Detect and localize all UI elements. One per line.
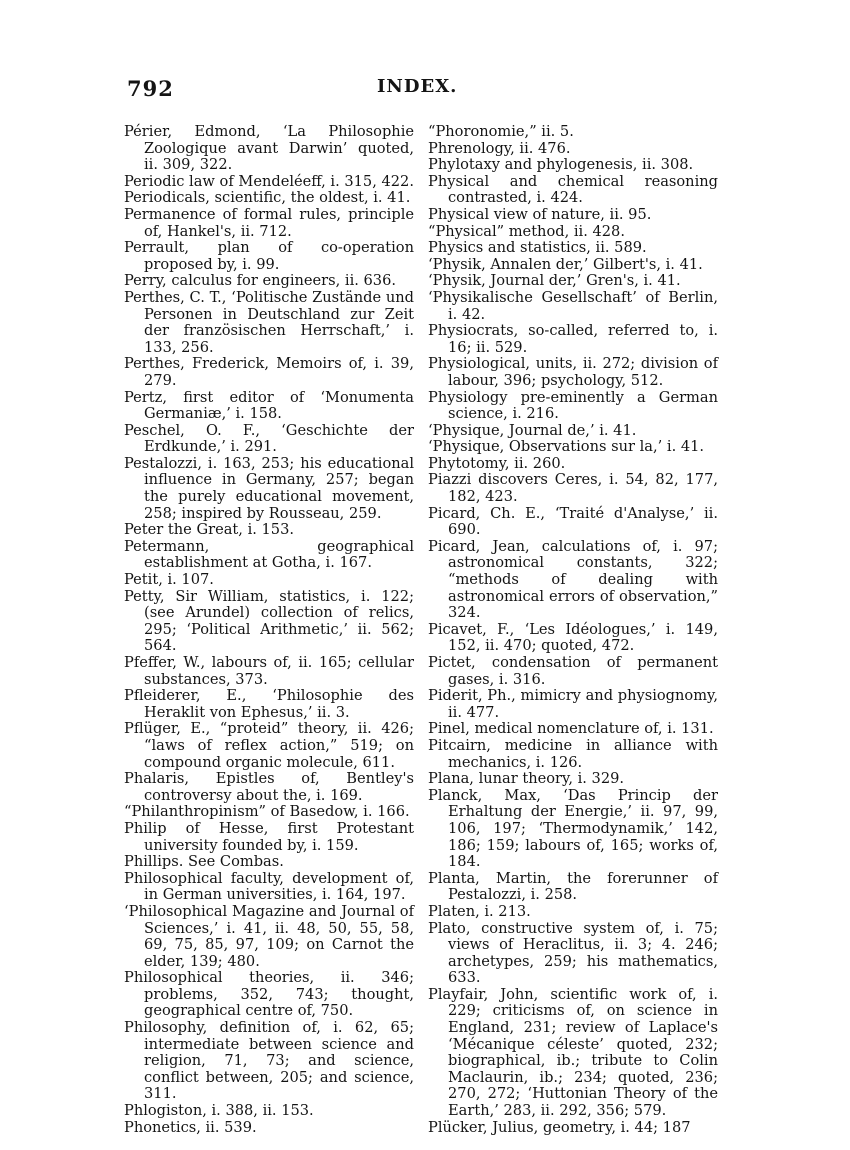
index-entry: Pfeffer, W., labours of, ii. 165; cellular substances, 373.	[124, 654, 414, 688]
index-entry: Physiological, units, ii. 272; division of labour, 396; psychology, 512.	[428, 355, 718, 389]
index-entry: Pinel, medical nomenclature of, i. 131.	[428, 720, 714, 738]
index-entry: Permanence of formal rules, principle of, Hankel's, ii. 712.	[124, 205, 414, 240]
index-entry: Physiocrats, so-called, referred to, i. 16; ii. 529.	[428, 322, 718, 356]
index-entry: Perthes, Frederick, Memoirs of, i. 39, 279.	[124, 355, 414, 389]
index-column-left	[124, 124, 414, 1136]
page-number: 792	[127, 76, 174, 101]
index-entry: Petermann, geographical establishment at Gotha, i. 167.	[124, 537, 414, 572]
index-entry: Phylotaxy and phylogenesis, ii. 308.	[428, 156, 694, 174]
index-entry: Phytotomy, ii. 260.	[428, 454, 566, 472]
index-entry: Philosophical faculty, development of, in German universities, i. 164, 197.	[124, 869, 414, 904]
index-entry: ‘Physik, Annalen der,’ Gilbert's, i. 41.	[428, 255, 703, 273]
index-entry: Physical and chemical reasoning contrasted, i. 424.	[428, 172, 718, 207]
index-entry: Planck, Max, ‘Das Princip der Erhaltung der Energie,’ ii. 97, 99, 106, 197; ‘Thermodynamik,’ 142, 186; 159; labours of, 165; works of, 184.	[428, 786, 718, 871]
index-entry: Peter the Great, i. 153.	[124, 521, 295, 539]
index-entry: Pitcairn, medicine in alliance with mechanics, i. 126.	[428, 736, 718, 771]
index-entry: “Physical” method, ii. 428.	[428, 222, 625, 240]
index-entry: Petit, i. 107.	[124, 571, 214, 589]
index-entry: Piderit, Ph., mimicry and physiognomy, ii. 477.	[428, 687, 718, 721]
index-entry: Physical view of nature, ii. 95.	[428, 205, 652, 223]
index-entry: Perthes, C. T., ‘Politische Zustände und Personen in Deutschland zur Zeit der französischen Herrschaft,’ i. 133, 256.	[124, 288, 414, 356]
index-entry: Pertz, first editor of ‘Monumenta Germaniæ,’ i. 158.	[124, 388, 414, 423]
index-entry: Philosophy, definition of, i. 62, 65; intermediate between science and religion, 71, 73; and science, conflict between, 205; and science, 311.	[124, 1019, 414, 1103]
index-entry: Plana, lunar theory, i. 329.	[428, 770, 625, 788]
index-entry: Picard, Jean, calculations of, i. 97; astronomical constants, 322; “methods of dealing with astronomical errors of observation,” 324.	[428, 537, 718, 622]
index-column-right	[428, 124, 718, 1136]
index-entry: ‘Physique, Observations sur la,’ i. 41.	[428, 438, 705, 456]
index-entry: Periodic law of Mendeléeff, i. 315, 422.	[124, 172, 414, 190]
index-entry: Physiology pre-eminently a German science, i. 216.	[428, 388, 718, 423]
index-entry: Phalaris, Epistles of, Bentley's controversy about the, i. 169.	[124, 770, 414, 804]
index-entry: Physics and statistics, ii. 589.	[428, 239, 647, 257]
index-entry: ‘Physik, Journal der,’ Gren's, i. 41.	[428, 272, 681, 290]
index-entry: “Phoronomie,” ii. 5.	[428, 123, 574, 140]
index-entry: Pfleiderer, E., ‘Philosophie des Heraklit von Ephesus,’ ii. 3.	[124, 687, 414, 721]
index-entry: Perry, calculus for engineers, ii. 636.	[124, 272, 397, 290]
index-entry: Pictet, condensation of permanent gases, i. 316.	[428, 654, 718, 688]
index-entry: Picavet, F., ‘Les Idéologues,’ i. 149, 152, ii. 470; quoted, 472.	[428, 620, 718, 655]
index-entry: Piazzi discovers Ceres, i. 54, 82, 177, 182, 423.	[428, 471, 718, 506]
index-entry: Phrenology, ii. 476.	[428, 139, 571, 157]
index-entry: Plato, constructive system of, i. 75; views of Heraclitus, ii. 3; 4. 246; archetypes, 259; his mathematics, 633.	[428, 919, 718, 987]
index-entry: Pflüger, E., “proteid” theory, ii. 426; “laws of reflex action,” 519; on compound organic molecule, 611.	[124, 720, 414, 771]
index-entry: “Philanthropinism” of Basedow, i. 166.	[124, 803, 410, 821]
index-entry: Petty, Sir William, statistics, i. 122; (see Arundel) collection of relics, 295; ‘Political Arithmetic,’ ii. 562; 564.	[124, 587, 414, 655]
index-entry: ‘Philosophical Magazine and Journal of Sciences,’ i. 41, ii. 48, 50, 55, 58, 69, 75, 85, 97, 109; on Carnot the elder, 139; 480.	[124, 902, 414, 970]
index-entry: Playfair, John, scientific work of, i. 229; criticisms of, on science in England, 231; review of Laplace's ‘Mécanique céleste’ quoted, 232; biographical, ib.; tribute to Colin Maclaurin, ib.; 234; quoted, 236; 270, 272; ‘Huttonian Theory of the Earth,’ 283, ii. 292, 356; 579.	[428, 985, 718, 1120]
index-entry: Perrault, plan of co-operation proposed by, i. 99.	[124, 239, 414, 273]
index-entry: Peschel, O. F., ‘Geschichte der Erdkunde,’ i. 291.	[124, 421, 414, 456]
running-head: INDEX.	[377, 76, 458, 97]
index-entry: Periodicals, scientific, the oldest, i. 41.	[124, 189, 411, 207]
index-entry: Phlogiston, i. 388, ii. 153.	[124, 1102, 314, 1120]
index-entry: ‘Physique, Journal de,’ i. 41.	[428, 421, 637, 439]
index-entry: Philip of Hesse, first Protestant university founded by, i. 159.	[124, 819, 414, 854]
index-entry: Platen, i. 213.	[428, 902, 531, 920]
index-entry: Pestalozzi, i. 163, 253; his educational influence in Germany, 257; began the purely educational movement, 258; inspired by Rousseau, 259.	[124, 454, 414, 522]
index-entry: ‘Physikalische Gesellschaft’ of Berlin, i. 42.	[428, 288, 718, 323]
index-entry: Planta, Martin, the forerunner of Pestalozzi, i. 258.	[428, 869, 718, 904]
index-entry: Phonetics, ii. 539.	[124, 1118, 257, 1136]
index-entry: Plücker, Julius, geometry, i. 44; 187	[428, 1118, 691, 1136]
index-entry: Phillips. See Combas.	[124, 853, 284, 871]
index-entry: Philosophical theories, ii. 346; problems, 352, 743; thought, geographical centre of, 750.	[124, 969, 414, 1020]
page-header	[127, 76, 723, 102]
index-entry: Picard, Ch. E., ‘Traité d'Analyse,’ ii. 690.	[428, 504, 718, 539]
index-entry: Périer, Edmond, ‘La Philosophie Zoologique avant Darwin’ quoted, ii. 309, 322.	[124, 123, 414, 174]
